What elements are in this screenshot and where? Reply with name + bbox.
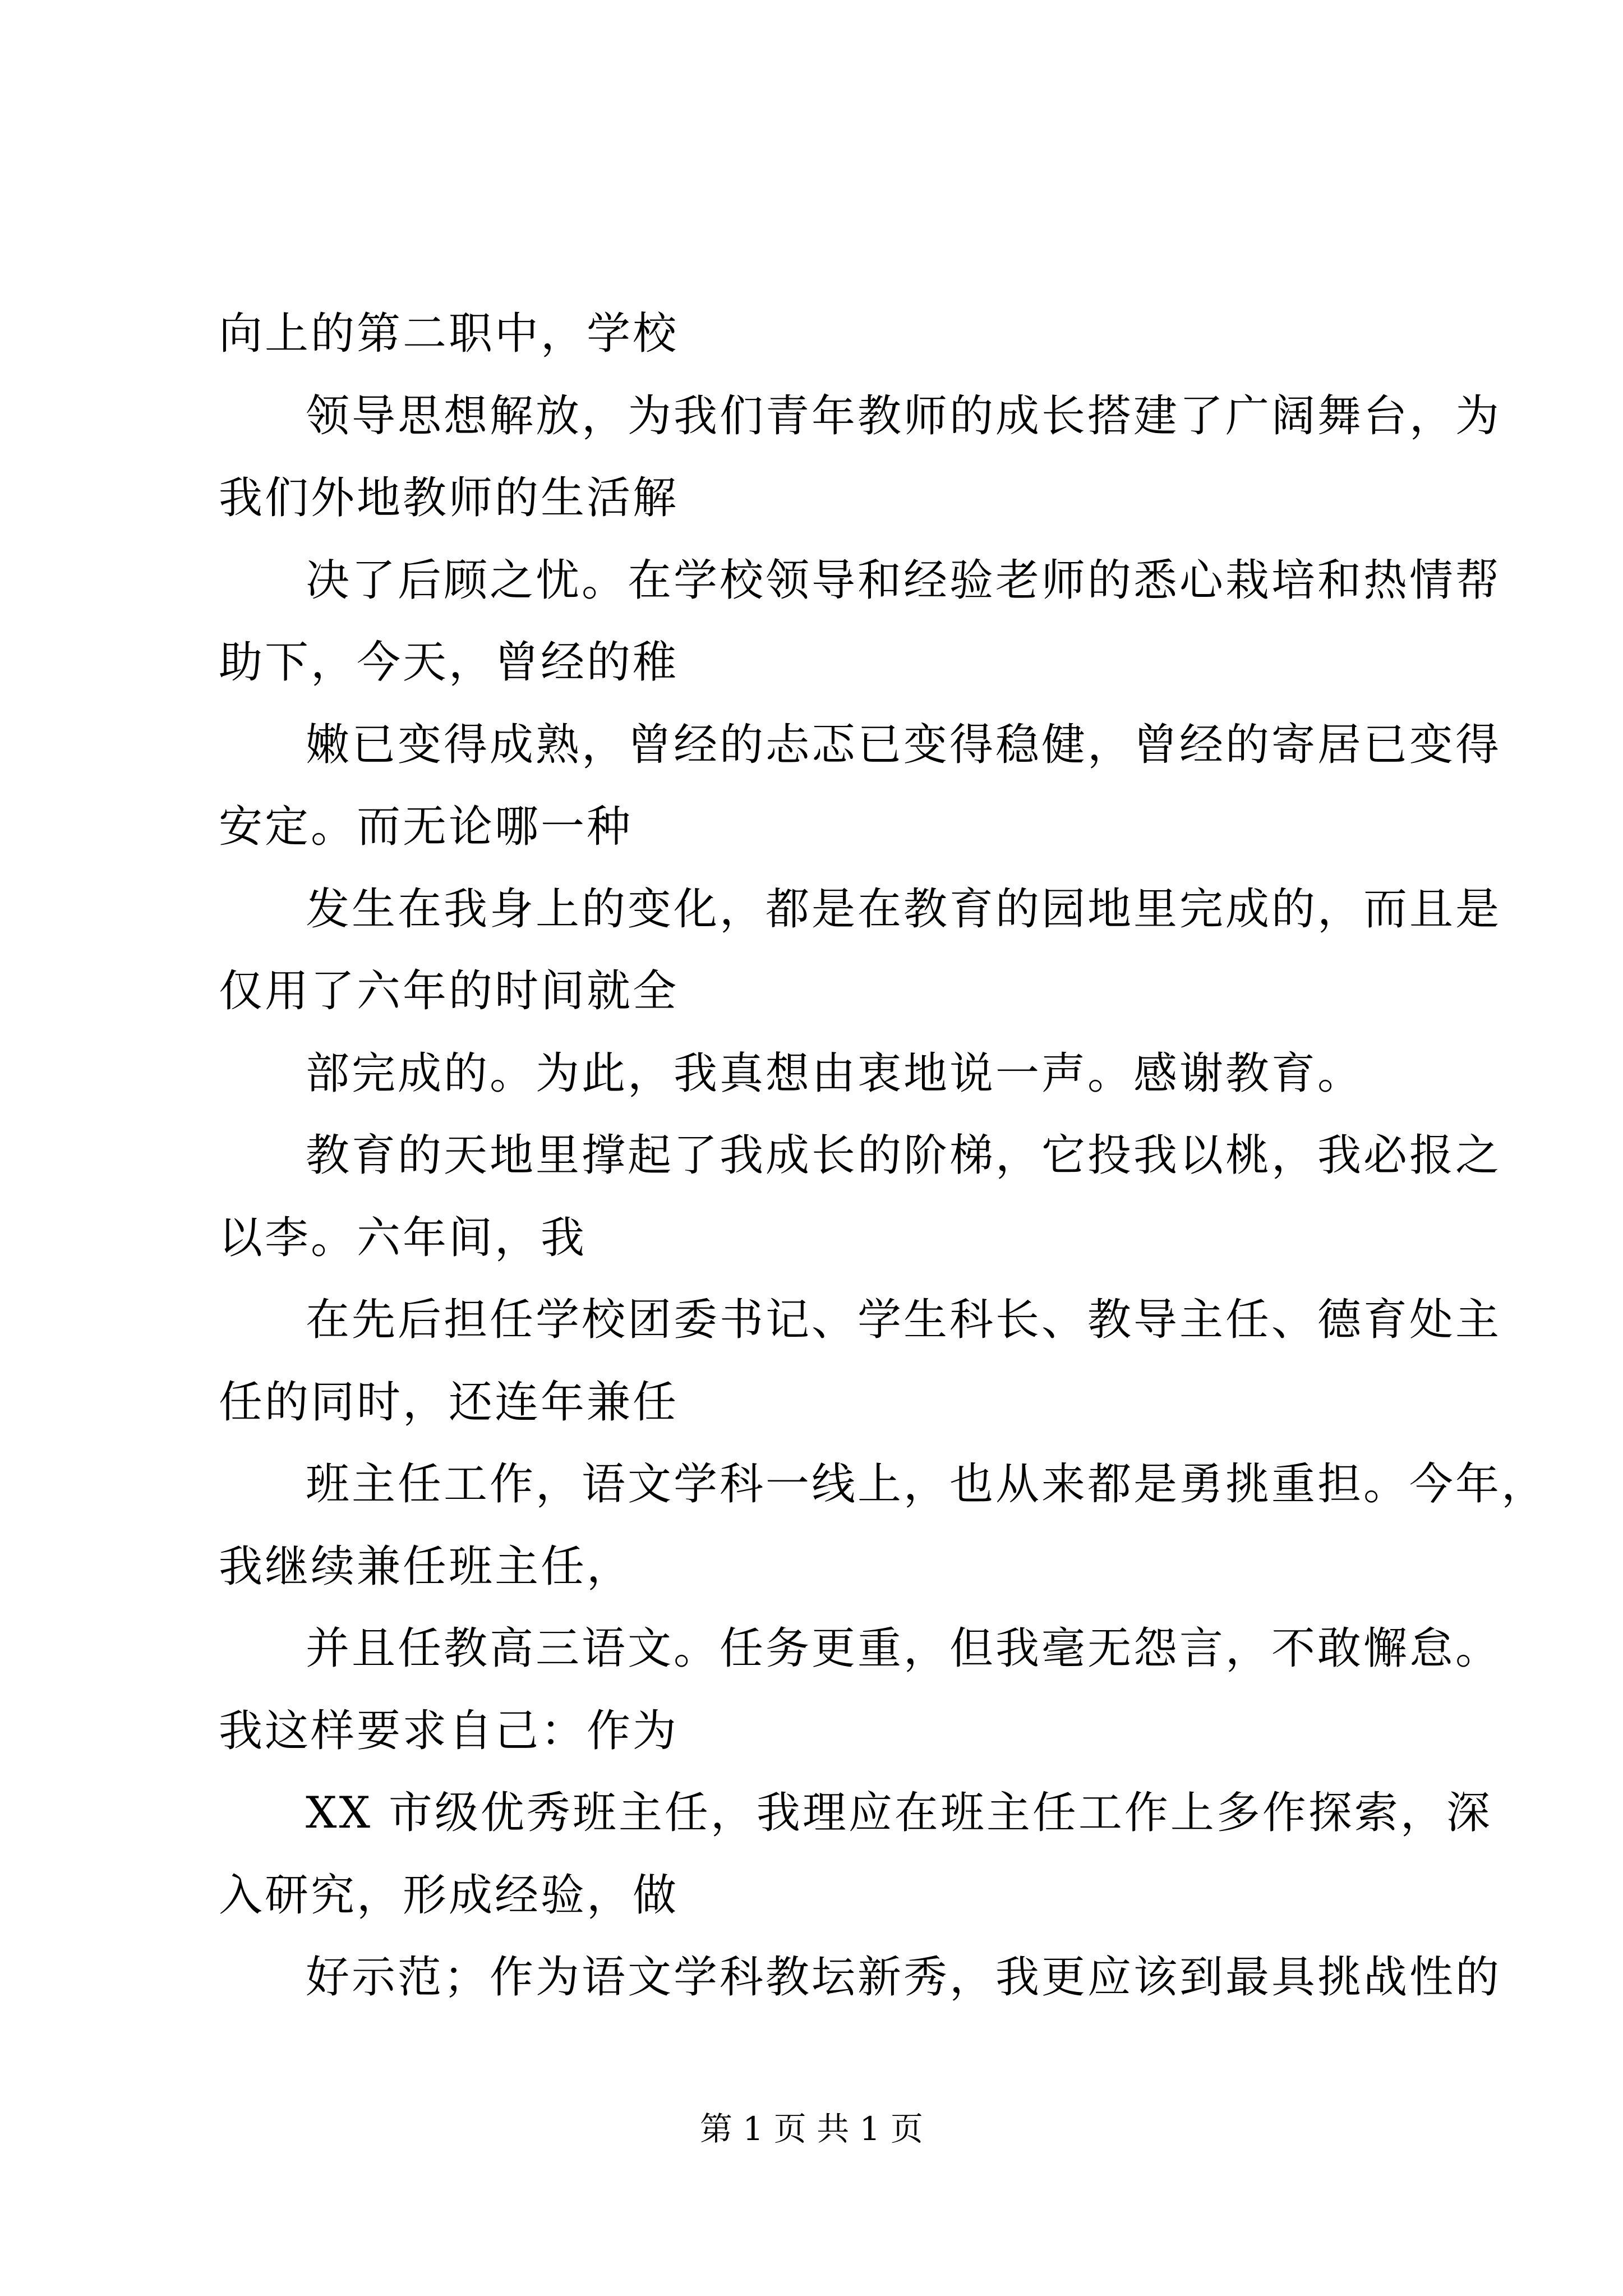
text-line: 任的同时，还连年兼任 [219,1377,679,1428]
text-line: 仅用了六年的时间就全 [219,966,679,1016]
page-number-footer: 第 1 页 共 1 页 [700,2110,923,2148]
text-line: 安定。而无论哪一种 [219,802,633,852]
text-line: 领导思想解放，为我们青年教师的成长搭建了广阔舞台，为 [306,391,1502,441]
text-line: 教育的天地里撑起了我成长的阶梯，它投我以桃，我必报之 [306,1130,1502,1181]
text-line: 决了后顾之忧。在学校领导和经验老师的悉心栽培和热情帮 [306,555,1502,606]
text-line: 发生在我身上的变化，都是在教育的园地里完成的，而且是 [306,884,1502,935]
text-line: 部完成的。为此，我真想由衷地说一声。感谢教育。 [306,1048,1364,1099]
text-line: 以李。六年间，我 [219,1213,587,1263]
text-line: 嫩已变得成熟，曾经的忐忑已变得稳健，曾经的寄居已变得 [306,720,1502,770]
text-line: 好示范；作为语文学科教坛新秀，我更应该到最具挑战性的 [306,1952,1502,2003]
text-line: 在先后担任学校团委书记、学生科长、教导主任、德育处主 [306,1295,1502,1345]
text-line: 助下，今天，曾经的稚 [219,637,679,688]
text-line: 我继续兼任班主任， [219,1542,633,1592]
text-line: 班主任工作，语文学科一线上，也从来都是勇挑重担。今年， [306,1459,1548,1510]
text-line: 向上的第二职中，学校 [219,309,679,359]
text-line: 并且任教高三语文。任务更重，但我毫无怨言，不敢懈怠。 [306,1623,1502,1674]
text-line: 我这样要求自己：作为 [219,1706,679,1756]
text-line: 我们外地教师的生活解 [219,473,679,523]
text-line: XX 市级优秀班主任，我理应在班主任工作上多作探索，深 [306,1788,1492,1838]
text-line: 入研究，形成经验，做 [219,1870,679,1921]
